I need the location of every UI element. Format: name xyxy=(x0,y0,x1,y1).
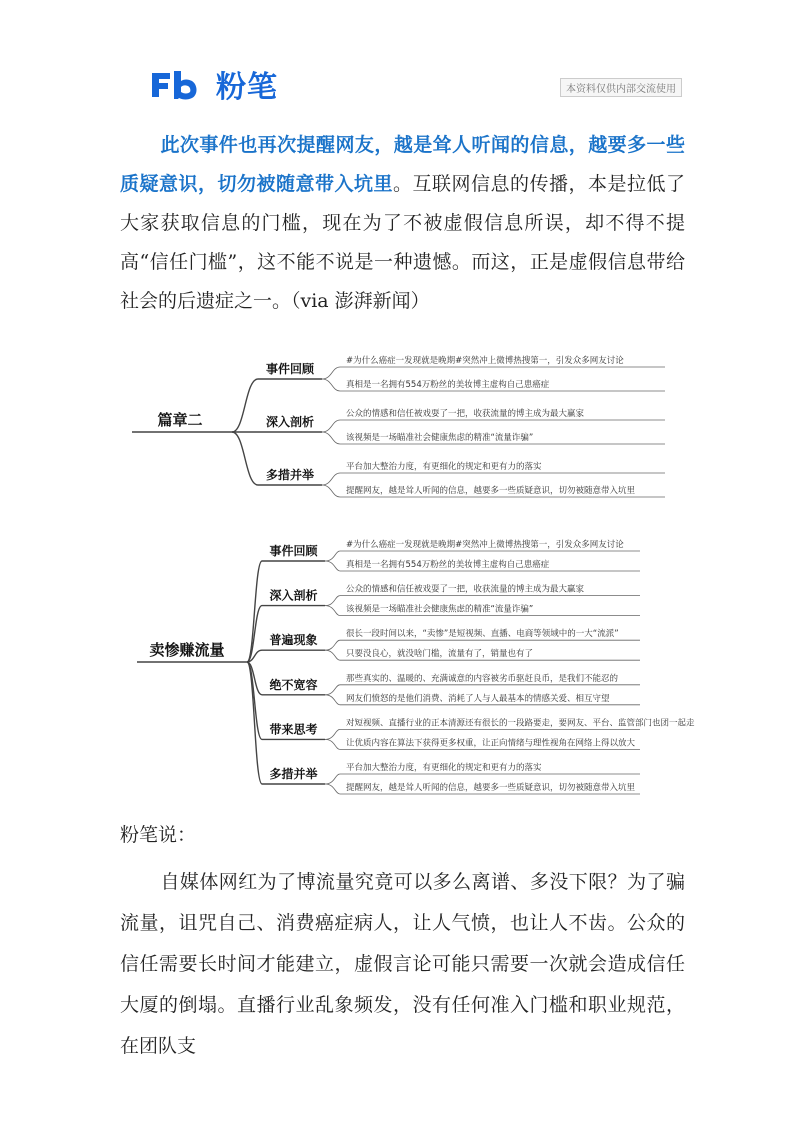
mindmap2-leaf: 只要没良心，就没啥门槛，流量有了，销量也有了 xyxy=(346,649,534,660)
mindmap2-leaf-connector xyxy=(325,774,340,784)
mindmap1-branch-connector xyxy=(232,379,258,432)
mindmap1-leaf: 平台加大整治力度，有更细化的规定和更有力的落实 xyxy=(346,462,542,472)
internal-use-notice: 本资料仅供内部交流使用 xyxy=(560,78,682,97)
mindmap2-branch-2: 普遍现象 xyxy=(269,633,318,648)
mindmap2-branch-3: 绝不宽容 xyxy=(269,677,318,692)
mindmap2-leaf: 提醒网友，越是耸人听闻的信息，越要多一些质疑意识，切勿被随意带入坑里 xyxy=(346,783,636,793)
mindmap2-leaf-connector xyxy=(325,739,340,749)
mindmap1-leaf: 真相是一名拥有554万粉丝的美妆博主虚构自己患癌症 xyxy=(346,380,550,390)
mindmap1-leaf-connector xyxy=(322,485,340,497)
paragraph-text: 。互联网信息的传播，本是拉低了大家获取信息的门槛，现在为了不被虚假信息所误，却不得不提高“信任门槛”，这不能不说是一种遗憾。而这，正是虚假信息带给社会的后遗症之一。（via 澎湃新闻） xyxy=(120,173,685,312)
mindmap1-leaf: 提醒网友，越是耸人听闻的信息，越要多一些质疑意识，切勿被随意带入坑里 xyxy=(346,486,636,496)
mindmap2-leaf: 对短视频、直播行业的正本清源还有很长的一段路要走，要网友、平台、监管部门也团一起走 xyxy=(346,718,695,729)
mindmap2-leaf-connector xyxy=(325,784,340,794)
commentary-text: 自媒体网红为了博流量究竟可以多么离谱、多没下限？为了骗流量，诅咒自己、消费癌症病人，让人气愤，也让人不齿。公众的信任需要长时间才能建立，虚假言论可能只需要一次就会造成信任大厦的倒塌。直播行业乱象频发，没有任何准入门槛和职业规范，在团队支 xyxy=(120,871,685,1057)
mindmap2-leaf: 让优质内容在算法下获得更多权重，让正向情绪与理性视角在网络上得以放大 xyxy=(346,738,636,749)
mindmap2-branch-connector xyxy=(247,561,262,662)
section-heading: 粉笔说： xyxy=(120,824,197,846)
mindmap1-leaf-connector xyxy=(322,432,340,444)
mindmap2-leaf: 网友们愤怒的是他们消费、消耗了人与人最基本的情感关爱、相互守望 xyxy=(346,693,610,704)
mindmap1-branch-0: 事件回顾 xyxy=(265,362,315,376)
mindmap2-leaf-connector xyxy=(325,729,340,739)
mindmap2-leaf: 那些真实的、温暖的、充满诚意的内容被劣币驱赶良币，是我们不能忍的 xyxy=(346,673,619,684)
logo-text: 粉笔 xyxy=(216,70,278,105)
mindmap1-leaf-connector xyxy=(322,420,340,432)
mindmap1-leaf: 公众的情感和信任被戏耍了一把，收获流量的博主成为最大赢家 xyxy=(346,409,585,419)
mindmap1-branch-2: 多措并举 xyxy=(265,468,315,482)
mindmap2-leaf-connector xyxy=(325,596,340,606)
mindmap2-leaf: 真相是一名拥有554万粉丝的美妆博主虚构自己患癌症 xyxy=(346,560,550,570)
mindmap1-root-label: 篇章二 xyxy=(157,411,203,429)
mindmap2-leaf: #为什么癌症一发现就是晚期#突然冲上微博热搜第一，引发众多网友讨论 xyxy=(346,540,624,550)
mindmap1-leaf: 该视频是一场瞄准社会健康焦虑的精准“流量诈骗” xyxy=(346,433,534,443)
mindmap2-leaf-connector xyxy=(325,551,340,561)
mindmap1-branch-1: 深入剖析 xyxy=(265,415,315,429)
mindmap-chapter-two xyxy=(132,355,665,497)
mindmap2-leaf: 公众的情感和信任被戏耍了一把，收获流量的博主成为最大赢家 xyxy=(346,584,585,595)
commentary-paragraph xyxy=(120,862,685,1067)
mindmap1-leaf: #为什么癌症一发现就是晚期#突然冲上微博热搜第一，引发众多网友讨论 xyxy=(346,356,624,366)
mindmap2-leaf: 很长一段时间以来，“卖惨”是短视频、直播、电商等领域中的一大“流派” xyxy=(346,629,619,640)
mindmap2-leaf: 该视频是一场瞄准社会健康焦虑的精准“流量诈骗” xyxy=(346,604,534,615)
mindmap1-branch-connector xyxy=(232,432,258,485)
mindmap2-leaf-connector xyxy=(325,606,340,616)
mindmap1-leaf-connector xyxy=(322,367,340,379)
mindmap2-branch-4: 带来思考 xyxy=(269,722,318,737)
mindmap2-branch-0: 事件回顾 xyxy=(269,544,318,558)
mindmap1-leaf-connector xyxy=(322,473,340,485)
highlight-text: 此次事件也再次提醒网友，越是耸人听闻的信息，越要多一些质疑意识，切勿被随意带入坑里 xyxy=(120,134,685,195)
mindmap2-root-label: 卖惨赚流量 xyxy=(149,641,225,659)
mindmap2-leaf-connector xyxy=(325,685,340,695)
mindmap2-branch-1: 深入剖析 xyxy=(269,588,318,603)
mindmap-sell-misery xyxy=(137,539,695,794)
mindmap2-leaf-connector xyxy=(325,561,340,571)
mindmap2-leaf-connector xyxy=(325,640,340,650)
mindmap2-leaf: 平台加大整治力度，有更细化的规定和更有力的落实 xyxy=(346,763,542,773)
mindmap2-leaf-connector xyxy=(325,695,340,705)
mindmap1-leaf-connector xyxy=(322,379,340,391)
mindmap2-branch-5: 多措并举 xyxy=(269,767,318,781)
mindmap2-leaf-connector xyxy=(325,650,340,660)
